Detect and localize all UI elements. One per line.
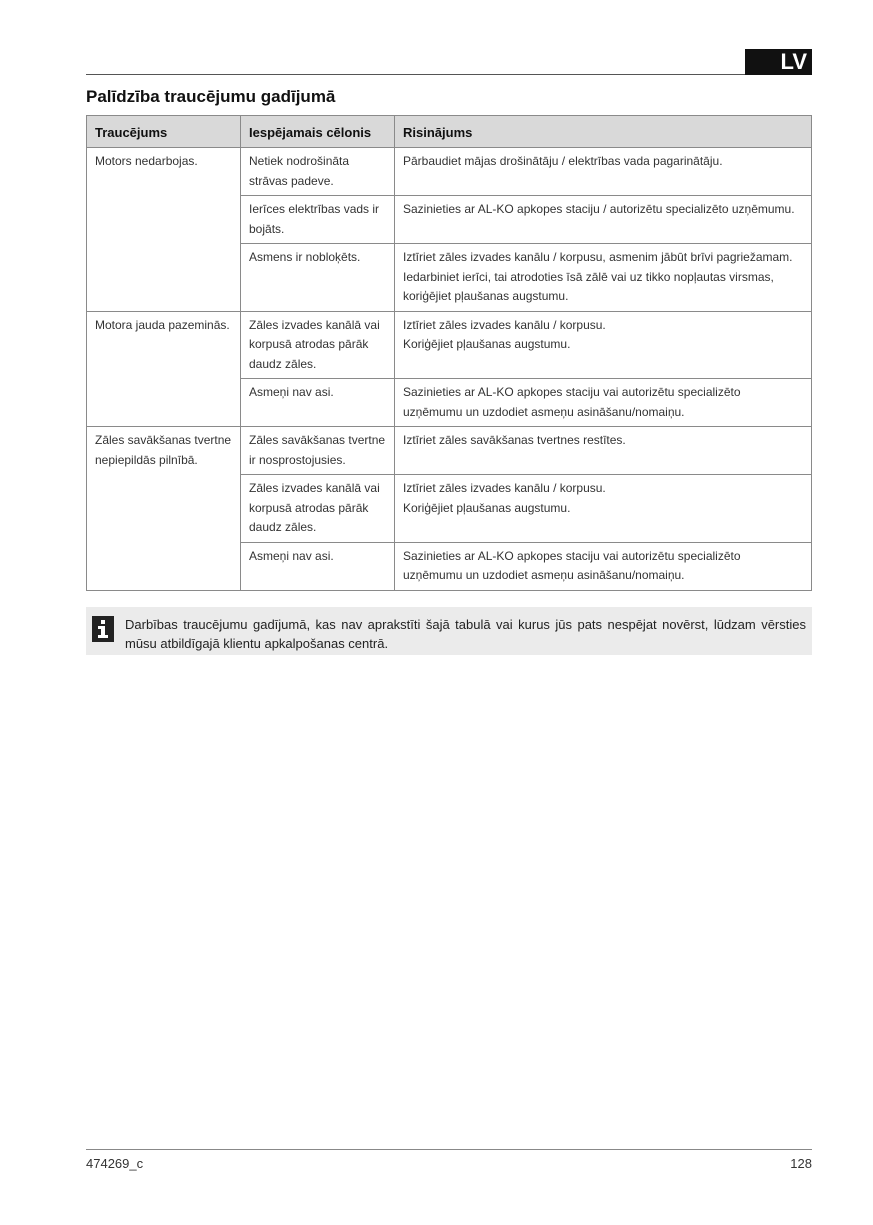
- cause-cell: Asmeņi nav asi.: [241, 379, 395, 427]
- cause-cell: Asmeņi nav asi.: [241, 542, 395, 590]
- remedy-line: Iztīriet zāles izvades kanālu / korpusu.: [403, 481, 606, 495]
- language-badge: LV: [745, 49, 812, 75]
- remedy-cell: [395, 475, 812, 543]
- remedy-line: Sazinieties ar AL-KO apkopes staciju vai autorizētu specializēto uzņēmumu un uzdodiet asmeņu asināšanu/nomaiņu.: [403, 548, 741, 582]
- troubleshooting-table: [86, 115, 812, 591]
- remedy-line: Pārbaudiet mājas drošinātāju / elektrības vada pagarinātāju.: [403, 154, 723, 168]
- footer-rule: [86, 1149, 812, 1150]
- remedy-cell: [395, 542, 812, 590]
- column-header-remedy: Risinājums: [395, 116, 812, 148]
- remedy-line: Iedarbiniet ierīci, tai atrodoties īsā zālē vai uz tikko nopļautas virsmas, koriģējiet pļaušanas augstumu.: [403, 269, 774, 303]
- table-row: [87, 311, 812, 379]
- remedy-cell: [395, 379, 812, 427]
- table-row: [87, 427, 812, 475]
- cause-cell: Zāles savākšanas tvertne ir nosprostojusies.: [241, 427, 395, 475]
- remedy-cell: [395, 244, 812, 312]
- info-text: Darbības traucējumu gadījumā, kas nav aprakstīti šajā tabulā vai kurus jūs pats nespējat novērst, lūdzam vērsties mūsu atbildīgajā klientu apkalpošanas centrā.: [125, 617, 806, 651]
- remedy-cell: [395, 148, 812, 196]
- remedy-line: Koriģējiet pļaušanas augstumu.: [403, 337, 571, 351]
- cause-cell: Netiek nodrošināta strāvas padeve.: [241, 148, 395, 196]
- fault-cell: Motors nedarbojas.: [87, 148, 241, 312]
- column-header-cause: Iespējamais cēlonis: [241, 116, 395, 148]
- remedy-line: Sazinieties ar AL-KO apkopes staciju vai autorizētu specializēto uzņēmumu un uzdodiet asmeņu asināšanu/nomaiņu.: [403, 385, 741, 419]
- cause-cell: Zāles izvades kanālā vai korpusā atrodas pārāk daudz zāles.: [241, 475, 395, 543]
- header-rule: [86, 74, 812, 75]
- info-note: [86, 607, 812, 655]
- page-number: 128: [790, 1156, 812, 1171]
- document-code: 474269_c: [86, 1156, 144, 1171]
- cause-cell: Asmens ir nobloķēts.: [241, 244, 395, 312]
- remedy-cell: [395, 196, 812, 244]
- info-icon: [92, 616, 114, 642]
- remedy-line: Iztīriet zāles savākšanas tvertnes restītes.: [403, 433, 626, 447]
- remedy-line: Sazinieties ar AL-KO apkopes staciju / autorizētu specializēto uzņēmumu.: [403, 202, 795, 216]
- remedy-cell: [395, 311, 812, 379]
- fault-cell: Zāles savākšanas tvertne nepiepildās pilnībā.: [87, 427, 241, 591]
- table-body: [87, 148, 812, 591]
- table-header-row: [87, 116, 812, 148]
- remedy-cell: [395, 427, 812, 475]
- remedy-line: Iztīriet zāles izvades kanālu / korpusu.: [403, 317, 606, 332]
- cause-cell: Zāles izvades kanālā vai korpusā atrodas pārāk daudz zāles.: [241, 311, 395, 379]
- remedy-line: Koriģējiet pļaušanas augstumu.: [403, 500, 571, 515]
- table-row: [87, 148, 812, 196]
- page-title: Palīdzība traucējumu gadījumā: [86, 87, 336, 106]
- column-header-fault: Traucējums: [87, 116, 241, 148]
- remedy-line: Iztīriet zāles izvades kanālu / korpusu, asmenim jābūt brīvi pagriežamam.: [403, 250, 793, 264]
- fault-cell: Motora jauda pazeminās.: [87, 311, 241, 427]
- cause-cell: Ierīces elektrības vads ir bojāts.: [241, 196, 395, 244]
